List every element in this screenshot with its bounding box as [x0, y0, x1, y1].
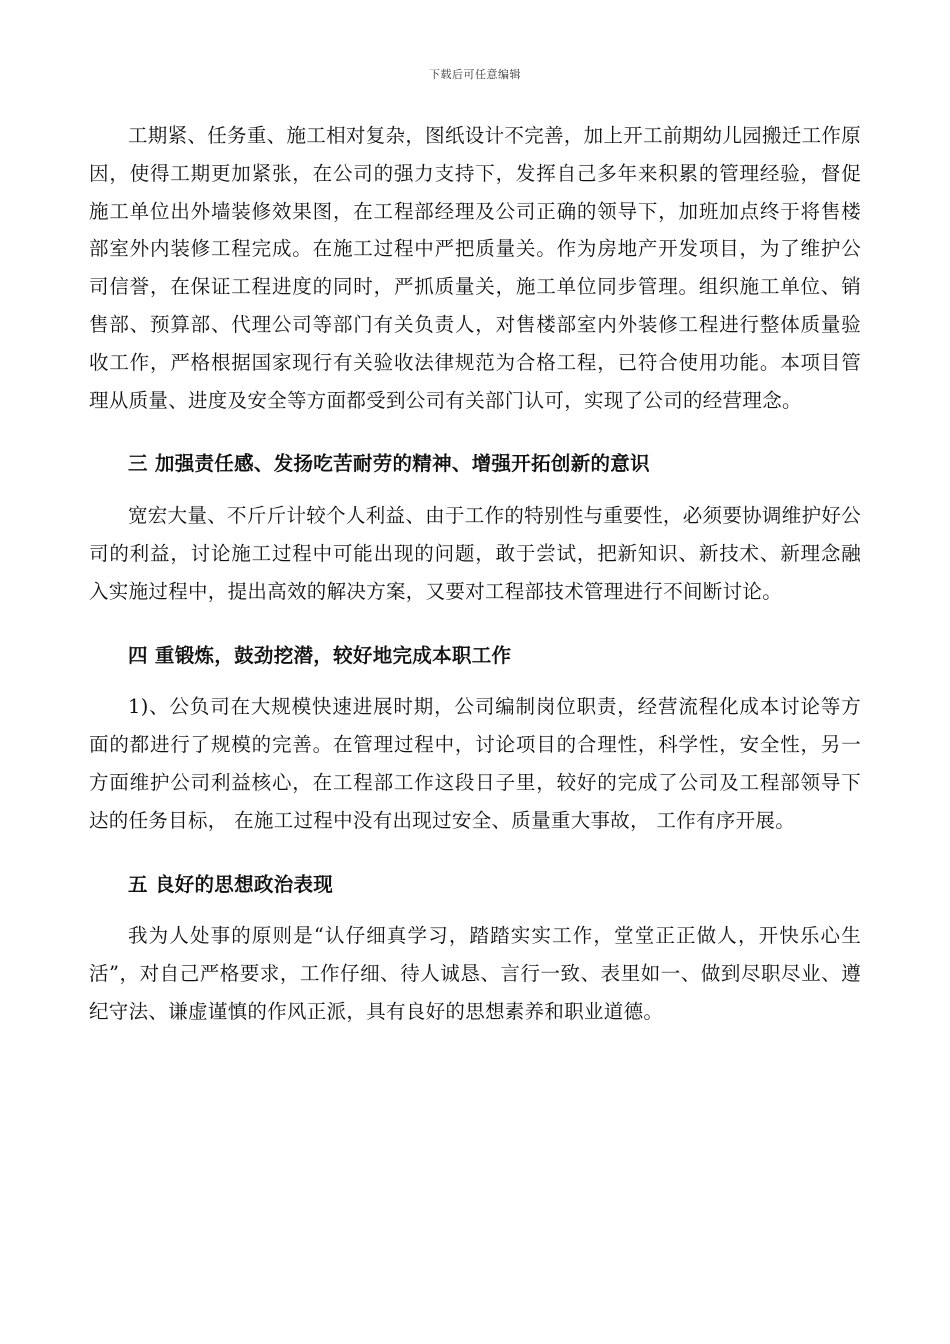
spacer: [89, 483, 861, 497]
section-heading: 三 加强责任感、发扬吃苦耐劳的精神、增强开拓创新的意识: [128, 452, 650, 476]
body-paragraph: 我为人处事的原则是“认仔细真学习，踏踏实实工作，堂堂正正做人，开快乐心生活”，对自己严格要求，工作仔细、待人诚恳、言行一致、表里如一、做到尽职尽业、遵纪守法、谦虚谨慎的作风正派，具有良好的思想素养和职业道德。: [89, 924, 861, 1023]
section-heading: 四 重锻炼，鼓劲挖潜，较好地完成本职工作: [128, 643, 512, 667]
page-header: 下载后可任意编辑: [429, 68, 521, 81]
spacer: [89, 840, 861, 866]
body-paragraph: 宽宏大量、不斤斤计较个人利益、由于工作的特别性与重要性，必须要协调维护好公司的利益，讨论施工过程中可能出现的问题，敢于尝试，把新知识、新技术、新理念融入实施过程中，提出高效的解决方案，又要对工程部技术管理进行不间断讨论。: [89, 504, 861, 603]
document-body: [89, 117, 861, 1031]
spacer: [89, 674, 861, 688]
spacer: [89, 903, 861, 917]
body-paragraph: 工期紧、任务重、施工相对复杂，图纸设计不完善，加上开工前期幼儿园搬迁工作原因，使得工期更加紧张，在公司的强力支持下，发挥自己多年来积累的管理经验，督促施工单位出外墙装修效果图，在工程部经理及公司正确的领导下，加班加点终于将售楼部室外内装修工程完成。在施工过程中严把质量关。作为房地产开发项目，为了维护公司信誉，在保证工程进度的同时，严抓质量关，施工单位同步管理。组织施工单位、销售部、预算部、代理公司等部门有关负责人，对售楼部室内外装修工程进行整体质量验收工作，严格根据国家现行有关验收法律规范为合格工程，已符合使用功能。本项目管理从质量、进度及安全等方面都受到公司有关部门认可，实现了公司的经营理念。: [89, 124, 861, 412]
section-heading: 五 良好的思想政治表现: [128, 872, 334, 896]
spacer: [89, 419, 861, 445]
body-paragraph: 1)、公负司在大规模快速进展时期，公司编制岗位职责，经营流程化成本讨论等方面的都进行了规模的完善。在管理过程中，讨论项目的合理性，科学性，安全性，另一方面维护公司利益核心，在工程部工作这段日子里，较好的完成了公司及工程部领导下达的任务目标， 在施工过程中没有出现过安全、质量重大事故， 工作有序开展。: [89, 695, 861, 832]
spacer: [89, 611, 861, 637]
